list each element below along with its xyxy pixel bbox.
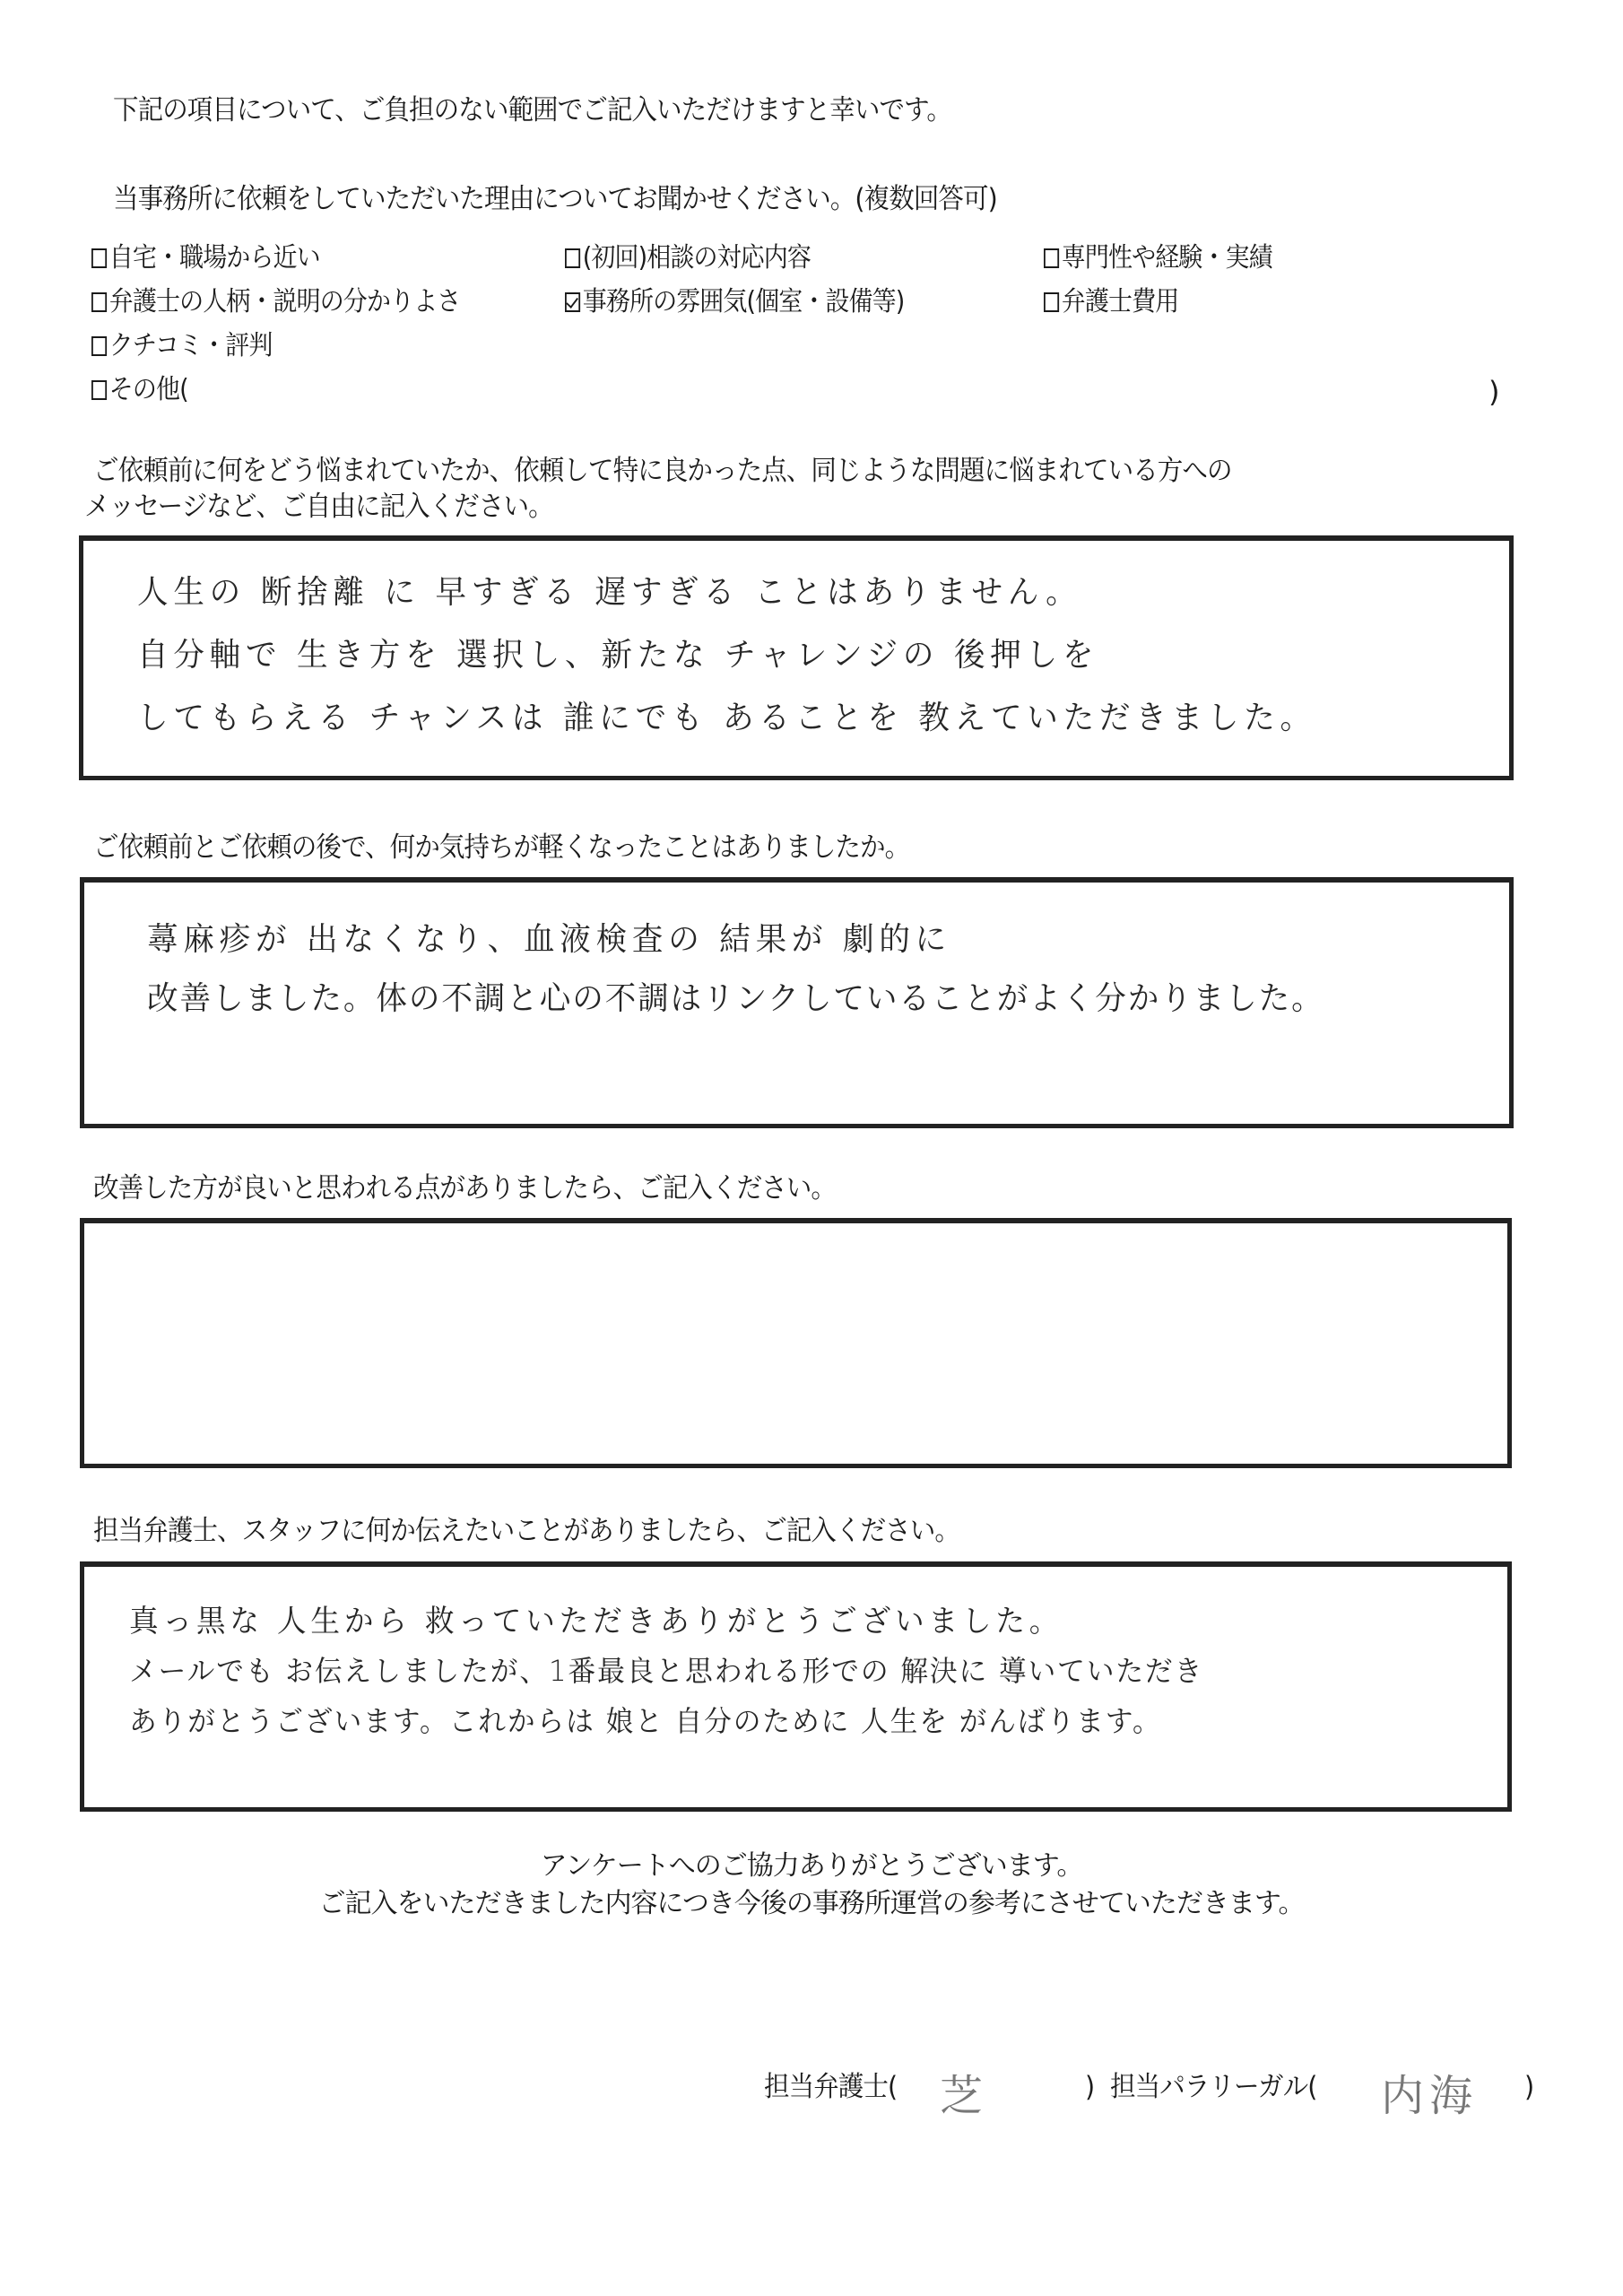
other-close-paren: ) xyxy=(1488,375,1500,409)
option-lawyer-fees[interactable] xyxy=(1044,286,1179,317)
checkbox-checked-icon[interactable] xyxy=(565,292,580,312)
q4-prompt: 担当弁護士、スタッフに何か伝えたいことがありましたら、ご記入ください。 xyxy=(93,1515,959,1547)
q1-answer-line: 自分軸で 生き方を 選択し、新たな チャレンジの 後押しを xyxy=(137,637,1099,674)
option-label: 事務所の雰囲気(個室・設備等) xyxy=(582,286,905,317)
checkbox-icon[interactable] xyxy=(91,336,107,356)
q4-answer-line: メールでも お伝えしましたが、1番最良と思われる形での 解決に 導いていただき xyxy=(129,1654,1204,1688)
q2-prompt: ご依頼前とご依頼の後で、何か気持ちが軽くなったことはありましたか。 xyxy=(93,831,910,864)
paralegal-name[interactable]: 内海 xyxy=(1381,2071,1479,2121)
checkbox-icon[interactable] xyxy=(1044,248,1059,268)
intro-text: 下記の項目について、ご負担のない範囲でご記入いただけますと幸いです。 xyxy=(113,94,951,126)
q2-answer-line: 改善しました。体の不調と心の不調はリンクしていることがよく分かりました。 xyxy=(147,980,1324,1017)
option-label: クチコミ・評判 xyxy=(108,330,273,361)
q4-answer-line: ありがとうございます。これからは 娘と 自分のために 人生を がんばります。 xyxy=(129,1704,1162,1738)
option-near-home[interactable] xyxy=(91,242,320,274)
checkbox-icon[interactable] xyxy=(91,380,107,400)
other-input[interactable] xyxy=(231,375,1478,405)
q3-prompt: 改善した方が良いと思われる点がありましたら、ご記入ください。 xyxy=(93,1172,836,1205)
q1-answer-box[interactable] xyxy=(79,535,1514,780)
lawyer-name[interactable]: 芝 xyxy=(940,2071,989,2121)
option-lawyer-personality[interactable] xyxy=(91,286,461,317)
option-first-consultation[interactable] xyxy=(565,242,811,274)
lawyer-close-paren: ) xyxy=(1085,2071,1095,2103)
checkbox-icon[interactable] xyxy=(91,292,107,312)
paralegal-close-paren: ) xyxy=(1524,2071,1534,2103)
q1-answer-line: 人生の 断捨離 に 早すぎる 遅すぎる ことはありません。 xyxy=(137,574,1082,611)
option-reviews[interactable] xyxy=(91,330,273,361)
option-expertise[interactable] xyxy=(1044,242,1272,274)
closing-line2: ご記入をいただきました内容につき今後の事務所運営の参考にさせていただきます。 xyxy=(318,1888,1305,1919)
checkbox-icon[interactable] xyxy=(91,248,107,268)
q4-answer-line: 真っ黒な 人生から 救っていただきありがとうございました。 xyxy=(129,1604,1063,1639)
option-label: 弁護士費用 xyxy=(1061,286,1179,317)
closing-line1: アンケートへのご協力ありがとうございます。 xyxy=(540,1850,1083,1882)
checkbox-icon[interactable] xyxy=(565,248,580,268)
checkbox-icon[interactable] xyxy=(1044,292,1059,312)
paralegal-label: 担当パラリーガル( xyxy=(1110,2071,1317,2103)
option-label: その他( xyxy=(108,374,188,405)
q4-answer-box[interactable] xyxy=(80,1561,1512,1812)
option-label: 弁護士の人柄・説明の分かりよさ xyxy=(108,286,461,317)
q3-answer-box[interactable] xyxy=(80,1218,1512,1468)
q1-prompt-line2: メッセージなど、ご自由に記入ください。 xyxy=(84,491,553,523)
option-label: 自宅・職場から近い xyxy=(108,242,320,274)
q2-answer-line: 蕁麻疹が 出なくなり、血液検査の 結果が 劇的に xyxy=(147,921,951,958)
option-label: 専門性や経験・実績 xyxy=(1061,242,1272,274)
q1-prompt-line1: ご依頼前に何をどう悩まれていたか、依頼して特に良かった点、同じような問題に悩まれている方への xyxy=(93,455,1232,487)
lawyer-label: 担当弁護士( xyxy=(764,2071,898,2103)
q2-answer-box[interactable] xyxy=(80,877,1514,1128)
reasons-question: 当事務所に依頼をしていただいた理由についてお聞かせください。(複数回答可) xyxy=(113,183,997,215)
q1-answer-line: してもらえる チャンスは 誰にでも あることを 教えていただきました。 xyxy=(137,700,1316,736)
option-label: (初回)相談の対応内容 xyxy=(582,242,811,274)
option-office-atmosphere[interactable] xyxy=(565,286,905,317)
option-other[interactable] xyxy=(91,374,188,405)
